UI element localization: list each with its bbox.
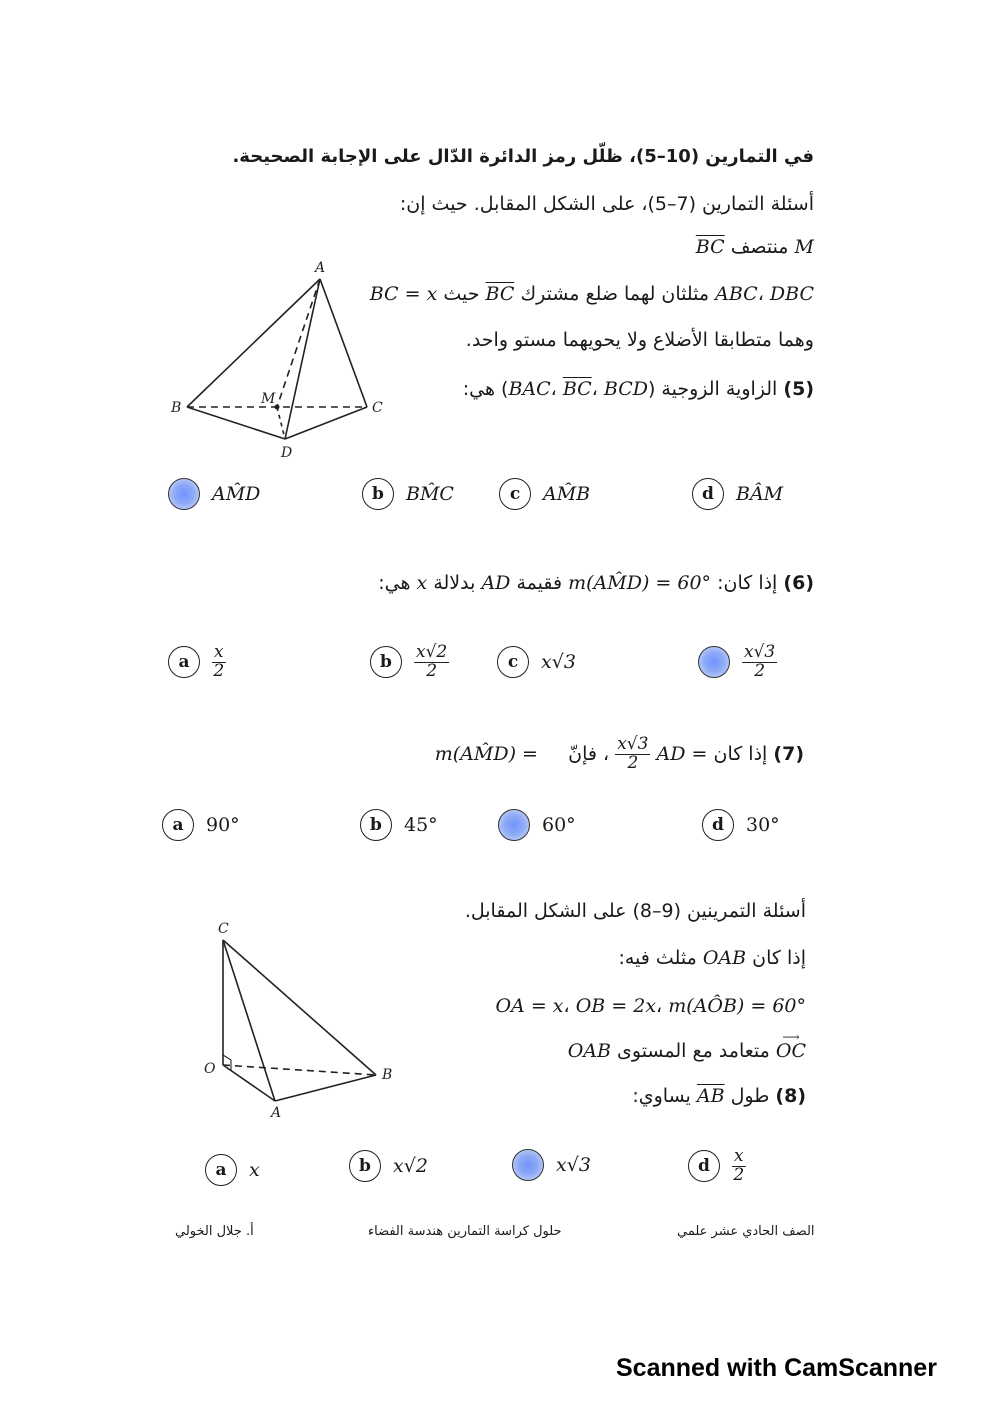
- vertex-d-label: D: [281, 445, 293, 461]
- footer-title: حلول كراسة التمارين هندسة الفضاء: [368, 1224, 562, 1239]
- comma: ،: [757, 283, 764, 305]
- q8-value-b: x√2: [393, 1155, 428, 1177]
- vertex-a-label: A: [315, 260, 326, 276]
- seg-bc-2: $\overline{BC}$: [485, 283, 515, 305]
- tri-dbc: DBC: [769, 283, 814, 305]
- q8-option-d[interactable]: [688, 1145, 746, 1185]
- q6-option-c[interactable]: [497, 644, 576, 680]
- edge-ab: [187, 279, 320, 407]
- q7-ad-frac: $\frac{x√3}{2}$: [617, 734, 649, 773]
- q6-value-c: x√3: [541, 651, 576, 673]
- footer-author: أ. جلال الخولي: [175, 1224, 254, 1239]
- fig2-a-label: A: [271, 1105, 282, 1121]
- q8-value-d: $\frac{x}{2}$: [733, 1145, 745, 1185]
- q8-equals: يساوي:: [632, 1085, 691, 1107]
- q8-value-a: x: [249, 1159, 260, 1181]
- q6-number: (6): [783, 572, 814, 594]
- fig2-c-label: C: [218, 921, 229, 937]
- q6-is: هي:: [378, 572, 411, 594]
- q7-option-a[interactable]: [162, 807, 240, 843]
- vertex-c-label: C: [372, 400, 383, 416]
- cond-ob: OB = 2x: [575, 995, 657, 1017]
- q8-stem: [632, 1085, 806, 1107]
- q5-option-b[interactable]: [362, 476, 454, 512]
- q7-value-b: 45°: [404, 814, 438, 836]
- q7-bubble-b[interactable]: b: [360, 809, 392, 841]
- q7-lhs: m(AM̂D) =: [434, 742, 538, 765]
- instruction: في التمارين (10–5)، ظلّل رمز الدائرة الدّال على الإجابة الصحيحة.: [232, 146, 814, 167]
- q6-bubble-c[interactable]: c: [497, 646, 529, 678]
- plane-bac: BAC: [508, 378, 551, 400]
- q7-ad: AD =: [656, 742, 708, 765]
- q8-option-c[interactable]: [512, 1147, 591, 1183]
- q5-value-d: BÂM: [736, 483, 784, 505]
- comma-4: ،: [656, 995, 663, 1017]
- q8-option-a[interactable]: [205, 1152, 260, 1188]
- q6-value-b: $\frac{x√2}{2}$: [416, 641, 448, 681]
- q5-option-c[interactable]: [499, 476, 590, 512]
- cond-angle: m(AÔB) = 60°: [668, 995, 806, 1017]
- edge-cd: [285, 407, 367, 439]
- q6-option-b[interactable]: [370, 641, 449, 681]
- midpoint-line: [696, 236, 814, 258]
- edge-ad: [285, 279, 320, 439]
- tri-oab: OAB: [702, 947, 747, 969]
- q8-bubble-a[interactable]: a: [205, 1154, 237, 1186]
- comma-3: ،: [563, 995, 570, 1017]
- edge-ac: [320, 279, 367, 407]
- camscanner-watermark: Scanned with CamScanner: [616, 1354, 937, 1382]
- q6-condition: m(AM̂D) = 60°: [568, 572, 712, 594]
- q5-stem: (5) الزاوية الزوجية (BAC، $\overline{BC}،$ BCD) هي:: [462, 378, 814, 400]
- q5-bubble-a[interactable]: [168, 478, 200, 510]
- conditions-line: [495, 995, 806, 1017]
- q5-option-a[interactable]: [168, 476, 260, 512]
- q6-bubble-d[interactable]: [698, 646, 730, 678]
- triangles-line: [370, 283, 814, 305]
- q5-value-a: AM̂D: [212, 483, 261, 505]
- q8-value-c: x√3: [556, 1154, 591, 1176]
- q8-bubble-d[interactable]: d: [688, 1150, 720, 1182]
- q7-value-d: 30°: [746, 814, 780, 836]
- comma-2: ،: [603, 742, 610, 765]
- q7-option-b[interactable]: [360, 807, 438, 843]
- bc-eq-x: BC = x: [369, 283, 438, 305]
- q6-bubble-a[interactable]: a: [168, 646, 200, 678]
- q5-value-c: AM̂B: [543, 483, 591, 505]
- triangle-in: مثلث فيه:: [618, 947, 697, 969]
- if-oab: إذا كان: [752, 947, 806, 969]
- q7-option-c[interactable]: [498, 807, 576, 843]
- q5-value-b: BM̂C: [406, 483, 454, 505]
- q7-bubble-c[interactable]: [498, 809, 530, 841]
- fig2-b-label: B: [382, 1067, 393, 1083]
- pyramid-figure: [198, 915, 408, 1125]
- intro-q8-9: أسئلة التمرينين (9–8) على الشكل المقابل.: [464, 900, 806, 922]
- q6-option-d[interactable]: [698, 641, 777, 681]
- q7-stem: [435, 736, 804, 773]
- seg-ab: $\overline{AB}$: [696, 1085, 725, 1107]
- q5-bubble-d[interactable]: d: [692, 478, 724, 510]
- q7-if: إذا كان: [713, 742, 768, 765]
- q7-bubble-a[interactable]: a: [162, 809, 194, 841]
- q6-value-d: $\frac{x√3}{2}$: [744, 641, 776, 681]
- q8-number: (8): [775, 1085, 806, 1107]
- q6-option-a[interactable]: [168, 641, 226, 681]
- intro-q5-7: أسئلة التمارين (7–5)، على الشكل المقابل. حيث إن:: [399, 193, 814, 215]
- q6-stem: [378, 572, 814, 594]
- seg-bc: $\overline{BC}$: [695, 236, 725, 258]
- plane-oab: OAB: [567, 1040, 611, 1062]
- q7-value-a: 90°: [206, 814, 240, 836]
- perp-line: [567, 1030, 806, 1062]
- edge-ca: [223, 940, 275, 1101]
- fig2-o-label: O: [204, 1061, 216, 1077]
- q5-option-d[interactable]: [692, 476, 783, 512]
- perp-text: متعامد مع المستوى: [617, 1040, 770, 1062]
- q8-bubble-c[interactable]: [512, 1149, 544, 1181]
- vec-oc: OC ⟶: [775, 1030, 806, 1062]
- plane-bcd: BCD: [603, 378, 648, 400]
- q5-text: الزاوية الزوجية: [661, 378, 778, 400]
- q8-length: طول: [730, 1085, 770, 1107]
- q6-ad: AD: [481, 572, 511, 594]
- edge-ob: [223, 1065, 376, 1075]
- vertex-b-label: B: [171, 400, 182, 416]
- footer-grade: الصف الحادي عشر علمي: [677, 1224, 815, 1239]
- edge-oa: [223, 1065, 275, 1101]
- triangles-text: مثلثان لهما ضلع مشترك: [520, 283, 710, 305]
- q8-bubble-b[interactable]: b: [349, 1150, 381, 1182]
- where-word: حيث: [443, 283, 480, 305]
- point-m-label: M: [261, 391, 276, 407]
- q6-bubble-b[interactable]: b: [370, 646, 402, 678]
- q6-x: x: [416, 572, 428, 594]
- q6-in-terms: بدلالة: [433, 572, 476, 594]
- q5-number: (5): [783, 378, 814, 400]
- q7-then: فإنّ: [568, 742, 597, 765]
- q7-option-d[interactable]: [702, 807, 780, 843]
- edge-cb: [223, 940, 376, 1075]
- edge-bd: [187, 407, 285, 439]
- q6-if: إذا كان:: [717, 572, 778, 594]
- cond-oa: OA = x: [495, 995, 564, 1017]
- median-dm: [277, 407, 285, 439]
- q7-bubble-d[interactable]: d: [702, 809, 734, 841]
- tetrahedron-figure: [165, 255, 395, 465]
- congruent-line: وهما متطابقا الأضلاع ولا يحويهما مستو واحد.: [465, 329, 814, 351]
- label-m: M: [794, 236, 814, 258]
- q7-value-c: 60°: [542, 814, 576, 836]
- q5-bubble-b[interactable]: b: [362, 478, 394, 510]
- midpoint-word: منتصف: [730, 236, 789, 258]
- q5-is: هي:: [462, 378, 495, 400]
- q7-number: (7): [773, 742, 804, 765]
- median-am: [277, 279, 320, 407]
- edge-ab-fig: [275, 1075, 376, 1101]
- q8-option-b[interactable]: [349, 1148, 428, 1184]
- oab-line: [618, 947, 806, 969]
- q6-value-a: $\frac{x}{2}$: [213, 641, 225, 681]
- edge-bc: $\overline{BC}$: [562, 378, 592, 400]
- q5-bubble-c[interactable]: c: [499, 478, 531, 510]
- tri-abc: ABC: [715, 283, 758, 305]
- q6-value-text: فقيمة: [516, 572, 563, 594]
